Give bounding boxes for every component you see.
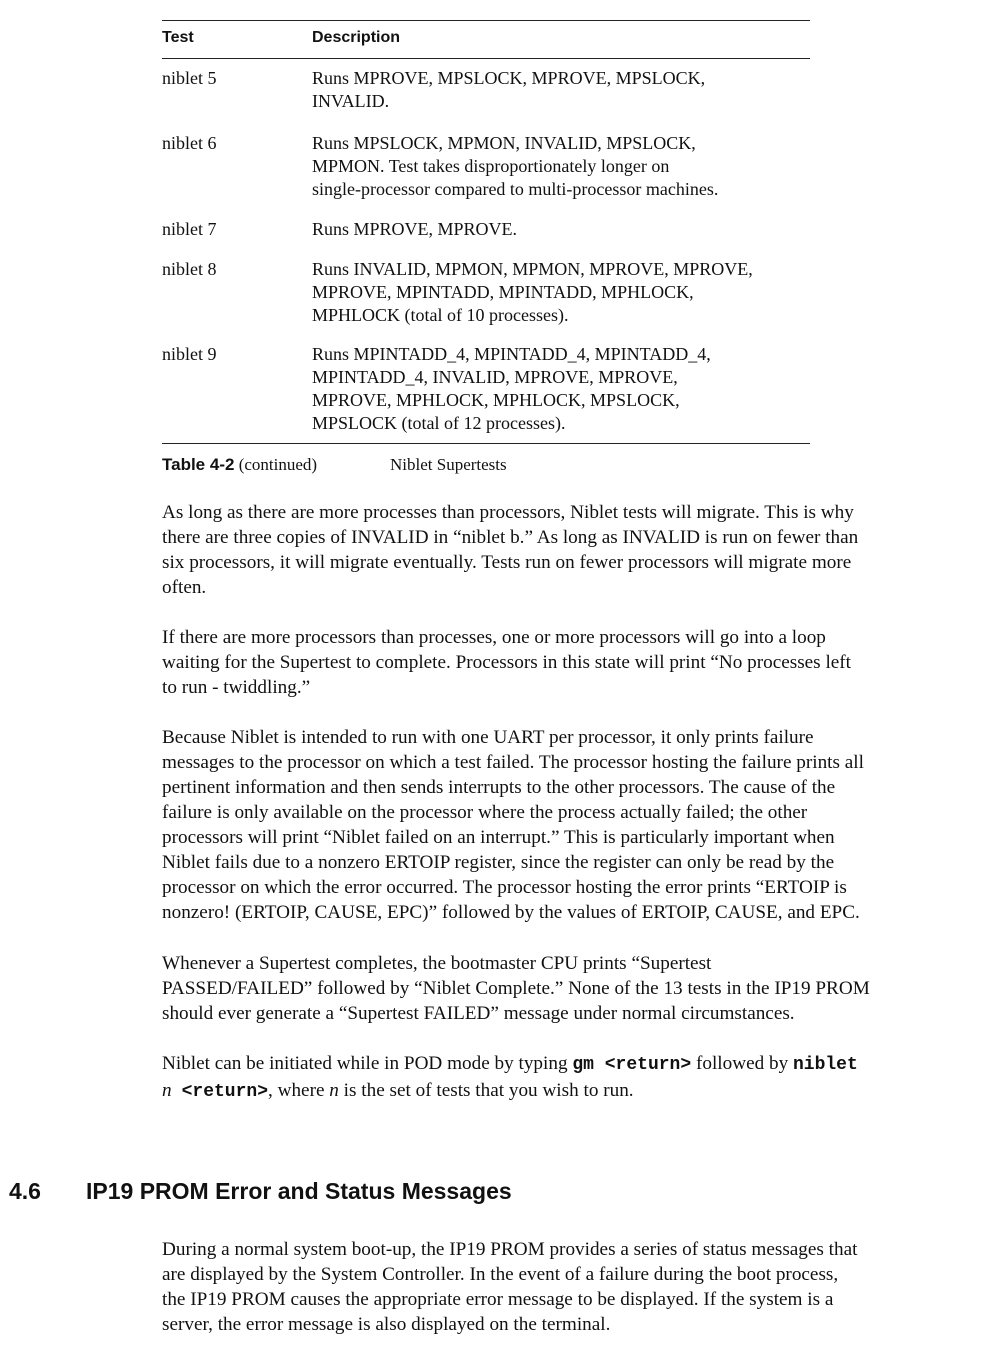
text-line: there are three copies of INVALID in “niblet b.” As long as INVALID is run on fewer than	[162, 527, 859, 548]
text-line: the IP19 PROM causes the appropriate error message to be displayed. If the system is a	[162, 1289, 834, 1310]
desc-line: Runs MPINTADD_4, MPINTADD_4, MPINTADD_4,	[312, 344, 711, 364]
text-line: Whenever a Supertest completes, the bootmaster CPU prints “Supertest	[162, 953, 712, 974]
section-title: IP19 PROM Error and Status Messages	[86, 1178, 512, 1204]
text-line: are displayed by the System Controller. In the event of a failure during the boot process,	[162, 1264, 839, 1285]
text-line: to run - twiddling.”	[162, 677, 311, 698]
header-description: Description	[312, 29, 401, 46]
text-line: messages to the processor on which a test failed. The processor hosting the failure prints all	[162, 752, 864, 773]
test-name: niblet 6	[162, 133, 217, 153]
text-line: Because Niblet is intended to run with one UART per processor, it only prints failure	[162, 727, 814, 748]
desc-line: MPINTADD_4, INVALID, MPROVE, MPROVE,	[312, 367, 678, 387]
table-row	[162, 132, 810, 201]
desc-line: Runs INVALID, MPMON, MPMON, MPROVE, MPROVE,	[312, 259, 753, 279]
table-caption	[162, 455, 507, 475]
text-run: is the set of tests that you wish to run.	[338, 1080, 634, 1101]
text-line: pertinent information and then sends interrupts to the other processors. The cause of the	[162, 777, 836, 798]
command-niblet: niblet	[792, 1055, 858, 1075]
text-line: PASSED/FAILED” followed by “Niblet Complete.” None of the 13 tests in the IP19 PROM	[162, 978, 870, 999]
test-name: niblet 9	[162, 344, 217, 364]
test-description	[312, 218, 810, 241]
paragraph-supertest-complete	[162, 951, 992, 1026]
desc-line: MPMON. Test takes disproportionately longer on	[312, 156, 670, 176]
desc-line: Runs MPSLOCK, MPMON, INVALID, MPSLOCK,	[312, 133, 696, 153]
text-line: should ever generate a “Supertest FAILED” message under normal circumstances.	[162, 1003, 795, 1024]
test-description	[312, 67, 810, 113]
variable-n: n	[162, 1080, 172, 1101]
text-line: During a normal system boot-up, the IP19 PROM provides a series of status messages that	[162, 1239, 858, 1260]
table-row	[162, 67, 810, 113]
desc-line: Runs MPROVE, MPROVE.	[312, 219, 518, 239]
section-number: 4.6	[9, 1178, 41, 1204]
text-line: processor on which the error occurred. The processor hosting the error prints “ERTOIP is	[162, 877, 847, 898]
table-header-rule	[162, 58, 810, 59]
text-line: processors will print “Niblet failed on an interrupt.” This is particularly important when	[162, 827, 835, 848]
command-gm-return: gm <return>	[572, 1055, 692, 1075]
text-run: , where	[268, 1080, 330, 1101]
text-line	[162, 1051, 992, 1078]
paragraph-migration	[162, 500, 992, 600]
text-line: waiting for the Supertest to complete. Processors in this state will print “No processes left	[162, 652, 852, 673]
desc-line: MPROVE, MPINTADD, MPINTADD, MPHLOCK,	[312, 282, 694, 302]
desc-line: MPSLOCK (total of 12 processes).	[312, 413, 566, 433]
text-line: six processors, it will migrate eventually. Tests run on fewer processors will migrate more	[162, 552, 852, 573]
desc-line: Runs MPROVE, MPSLOCK, MPROVE, MPSLOCK,	[312, 68, 706, 88]
test-description	[312, 132, 810, 201]
text-line	[162, 1078, 992, 1105]
test-description	[312, 258, 810, 327]
text-line: nonzero! (ERTOIP, CAUSE, EPC)” followed by the values of ERTOIP, CAUSE, and EPC.	[162, 902, 860, 923]
text-line: server, the error message is also displayed on the terminal.	[162, 1314, 611, 1335]
caption-label: Table 4-2	[162, 455, 235, 474]
text-run: Niblet can be initiated while in POD mode by typing	[162, 1053, 573, 1074]
desc-line: single-processor compared to multi-processor machines.	[312, 179, 719, 199]
header-test: Test	[162, 29, 194, 46]
text-line: failure is only available on the processor where the process actually failed; the other	[162, 802, 808, 823]
desc-line: MPROVE, MPHLOCK, MPHLOCK, MPSLOCK,	[312, 390, 680, 410]
text-run: followed by	[691, 1053, 793, 1074]
test-description	[312, 343, 810, 435]
desc-line: INVALID.	[312, 91, 390, 111]
command-return: <return>	[181, 1082, 269, 1102]
caption-continued: (continued)	[238, 455, 318, 474]
niblet-supertests-table	[162, 20, 810, 444]
paragraph-twiddling	[162, 625, 992, 700]
table-bottom-rule	[162, 443, 810, 444]
text-line: If there are more processors than processes, one or more processors will go into a loop	[162, 627, 826, 648]
test-name: niblet 8	[162, 259, 217, 279]
paragraph-boot-messages	[162, 1237, 992, 1337]
caption-title: Niblet Supertests	[390, 455, 507, 474]
table-row	[162, 258, 810, 327]
desc-line: MPHLOCK (total of 10 processes).	[312, 305, 569, 325]
paragraph-pod-mode	[162, 1051, 992, 1105]
text-line: As long as there are more processes than processors, Niblet tests will migrate. This is why	[162, 502, 854, 523]
table-row	[162, 343, 810, 435]
table-row	[162, 218, 810, 241]
table-header	[162, 21, 810, 58]
paragraph-uart-failure	[162, 725, 992, 925]
text-line: Niblet fails due to a nonzero ERTOIP register, since the register can only be read by the	[162, 852, 835, 873]
variable-n: n	[329, 1080, 339, 1101]
test-name: niblet 5	[162, 68, 217, 88]
test-name: niblet 7	[162, 219, 217, 239]
text-line: often.	[162, 577, 207, 598]
